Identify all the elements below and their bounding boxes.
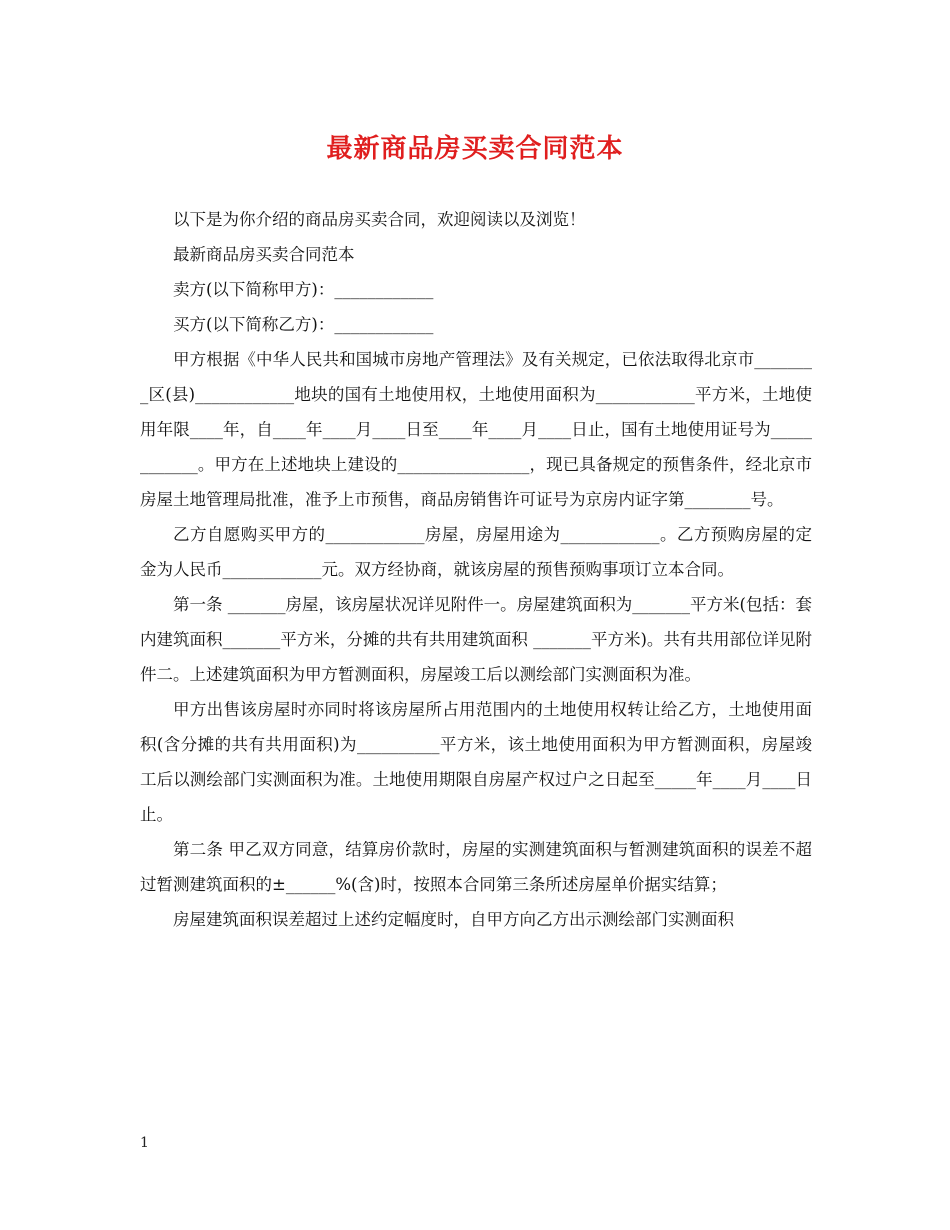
document-title: 最新商品房买卖合同范本: [326, 134, 624, 164]
subtitle-paragraph: 最新商品房买卖合同范本: [173, 245, 355, 264]
intro-paragraph: 以下是为你介绍的商品房买卖合同，欢迎阅读以及浏览！: [173, 210, 586, 229]
area-error-paragraph: 房屋建筑面积误差超过上述约定幅度时，自甲方向乙方出示测绘部门实测面积: [173, 910, 734, 929]
article-one-paragraph: 第一条 _______房屋，该房屋状况详见附件一。房屋建筑面积为_______平方米(包括：套内建筑面积_______平方米，分摊的共有共用建筑面积 _______平方米)。共有共用部位详见附件二。上述建筑面积为甲方暂测面积，房屋竣工后以测绘部门实测面积为准。: [140, 595, 812, 684]
document-body: [140, 202, 812, 937]
article-two-paragraph: 第二条 甲乙双方同意，结算房价款时，房屋的实测建筑面积与暂测建筑面积的误差不超过暂测建筑面积的±______%(含)时，按照本合同第三条所述房屋单价据实结算；: [140, 840, 812, 894]
purchase-intent-paragraph: 乙方自愿购买甲方的____________房屋，房屋用途为____________。乙方预购房屋的定金为人民币____________元。双方经协商，就该房屋的预售预购事项订立本合同。: [140, 525, 812, 579]
buyer-line: 买方(以下简称乙方)：____________: [173, 315, 434, 334]
land-use-paragraph: 甲方根据《中华人民共和国城市房地产管理法》及有关规定，已依法取得北京市________区(县)____________地块的国有土地使用权，土地使用面积为____________平方米，土地使用年限____年，自____年____月____日至____年____月____日止，国有土地使用证号为____________。甲方在上述地块上建设的________________，现已具备规定的预售条件，经北京市房屋土地管理局批准，准予上市预售，商品房销售许可证号为京房内证字第________号。: [140, 350, 812, 509]
seller-line: 卖方(以下简称甲方)：____________: [173, 280, 434, 299]
land-transfer-paragraph: 甲方出售该房屋时亦同时将该房屋所占用范围内的土地使用权转让给乙方，土地使用面积(含分摊的共有共用面积)为__________平方米，该土地使用面积为甲方暂测面积，房屋竣工后以测绘部门实测面积为准。土地使用期限自房屋产权过户之日起至_____年____月____日止。: [140, 700, 812, 824]
page-number: 1: [140, 1135, 149, 1151]
